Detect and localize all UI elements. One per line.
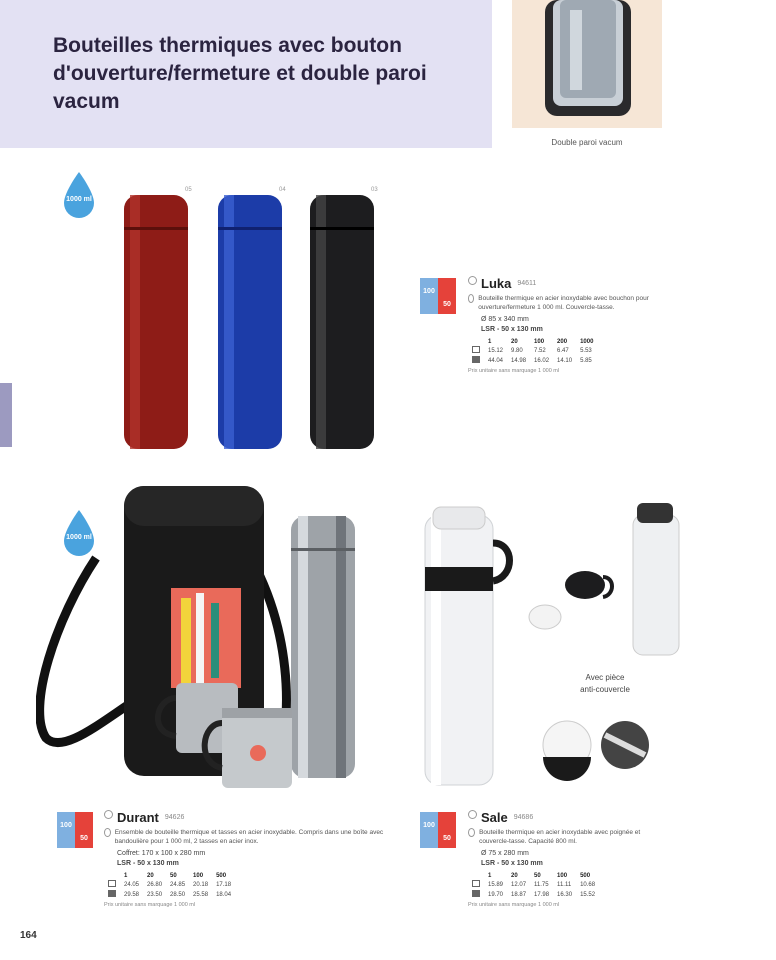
- sale-ref: 94686: [513, 814, 534, 821]
- sale-feature-line1: Avec pièce: [585, 673, 625, 682]
- svg-text:50: 50: [443, 835, 451, 842]
- table-row: 15.12 9.80 7.52 6.47 5.53: [468, 346, 597, 356]
- print-method-badge-icon: [57, 812, 93, 848]
- sale-feature-line2: anti-couvercle: [580, 685, 630, 694]
- durant-set-photo: [36, 478, 376, 808]
- sale-size: Ø 75 x 280 mm: [481, 850, 529, 857]
- capacity-label: 1000 ml: [66, 534, 92, 541]
- detail-photo: [512, 0, 662, 128]
- sale-info: [468, 810, 668, 908]
- durant-price-table: 1 20 50 100 500 24.05 26.80 24.85 20.18 17.18 29.58 23.50 28.50 25.58 18.04: [104, 872, 235, 900]
- print-method-badge-icon: [420, 812, 456, 848]
- black-bottle: [310, 195, 374, 449]
- blue-bottle: [218, 195, 282, 449]
- product-icon: [468, 276, 477, 285]
- sale-print-area: LSR - 50 x 130 mm: [481, 860, 543, 867]
- red-bottle: [124, 195, 188, 449]
- luka-name: Luka: [481, 276, 512, 291]
- table-row: 15.89 12.07 11.75 11.11 10.68: [468, 880, 599, 890]
- info-icon: [104, 828, 111, 837]
- product-icon: [104, 810, 113, 819]
- sale-bottle-photo: [415, 495, 705, 795]
- price-row-icon: [472, 890, 480, 897]
- table-row: 44.04 14.98 16.02 14.10 5.85: [468, 356, 597, 366]
- durant-badge: [57, 812, 93, 853]
- page-number: 164: [20, 930, 37, 941]
- luka-price-table: 1 20 100 200 1000 15.12 9.80 7.52 6.47 5.53 44.04 14.98 16.02 14.10 5.85: [468, 338, 597, 366]
- info-icon: [468, 294, 474, 303]
- double-wall-illustration: [512, 0, 662, 128]
- print-method-badge-icon: [420, 278, 456, 314]
- sale-badge: [420, 812, 456, 853]
- luka-description: Bouteille thermique en acier inoxydable avec bouchon pour ouverture/fermeture 1 000 ml. Couvercle-tasse.: [478, 295, 649, 311]
- droplet-icon: [60, 170, 98, 220]
- capacity-icon: [60, 170, 98, 225]
- page-title: Bouteilles thermiques avec bouton d'ouverture/fermeture et double paroi vacum: [53, 34, 427, 113]
- svg-text:50: 50: [443, 301, 451, 308]
- product-icon: [468, 810, 477, 819]
- price-row-icon: [108, 880, 116, 887]
- luka-badge: [420, 278, 456, 319]
- svg-text:100: 100: [60, 822, 72, 829]
- durant-info: [104, 810, 394, 908]
- durant-size: Coffret: 170 x 100 x 280 mm: [117, 850, 206, 857]
- luka-size: Ø 85 x 340 mm: [481, 316, 529, 323]
- durant-ref: 94626: [164, 814, 185, 821]
- table-row: 19.70 18.87 17.98 16.30 15.52: [468, 890, 599, 900]
- durant-price-note: Prix unitaire sans marquage 1 000 ml: [104, 902, 196, 908]
- price-row-icon: [472, 356, 480, 363]
- price-row-icon: [108, 890, 116, 897]
- svg-text:50: 50: [80, 835, 88, 842]
- info-icon: [468, 828, 475, 837]
- luka-info: [468, 276, 668, 374]
- color-code-black: 03: [371, 187, 378, 193]
- color-code-red: 05: [185, 187, 192, 193]
- price-row-icon: [472, 880, 480, 887]
- table-row: 29.58 23.50 28.50 25.58 18.04: [104, 890, 235, 900]
- luka-price-note: Prix unitaire sans marquage 1 000 ml: [468, 368, 560, 374]
- color-code-blue: 04: [279, 187, 286, 193]
- detail-caption: Double paroi vacum: [551, 138, 623, 147]
- section-tab: [0, 383, 12, 447]
- price-row-icon: [472, 346, 480, 353]
- table-row: 24.05 26.80 24.85 20.18 17.18: [104, 880, 235, 890]
- luka-print-area: LSR - 50 x 130 mm: [481, 326, 543, 333]
- durant-description: Ensemble de bouteille thermique et tasses en acier inoxydable. Compris dans une boîte avec bandoulière pour 1 000 ml, 2 tasses en acier inox.: [114, 829, 384, 845]
- capacity-label: 1000 ml: [66, 196, 92, 203]
- luka-ref: 94611: [517, 280, 537, 287]
- sale-description: Bouteille thermique en acier inoxydable avec poignée et couvercle-tasse. Capacité 800 ml.: [479, 829, 641, 845]
- sale-price-table: 1 20 50 100 500 15.89 12.07 11.75 11.11 10.68 19.70 18.87 17.98 16.30 15.52: [468, 872, 599, 900]
- sale-name: Sale: [481, 810, 508, 825]
- svg-text:100: 100: [423, 822, 435, 829]
- sale-price-note: Prix unitaire sans marquage 1 000 ml: [468, 902, 560, 908]
- svg-text:100: 100: [423, 288, 435, 295]
- durant-name: Durant: [117, 810, 159, 825]
- sale-feature-note: [560, 672, 650, 696]
- durant-print-area: LSR - 50 x 130 mm: [117, 860, 179, 867]
- luka-bottles-photo: [110, 185, 390, 455]
